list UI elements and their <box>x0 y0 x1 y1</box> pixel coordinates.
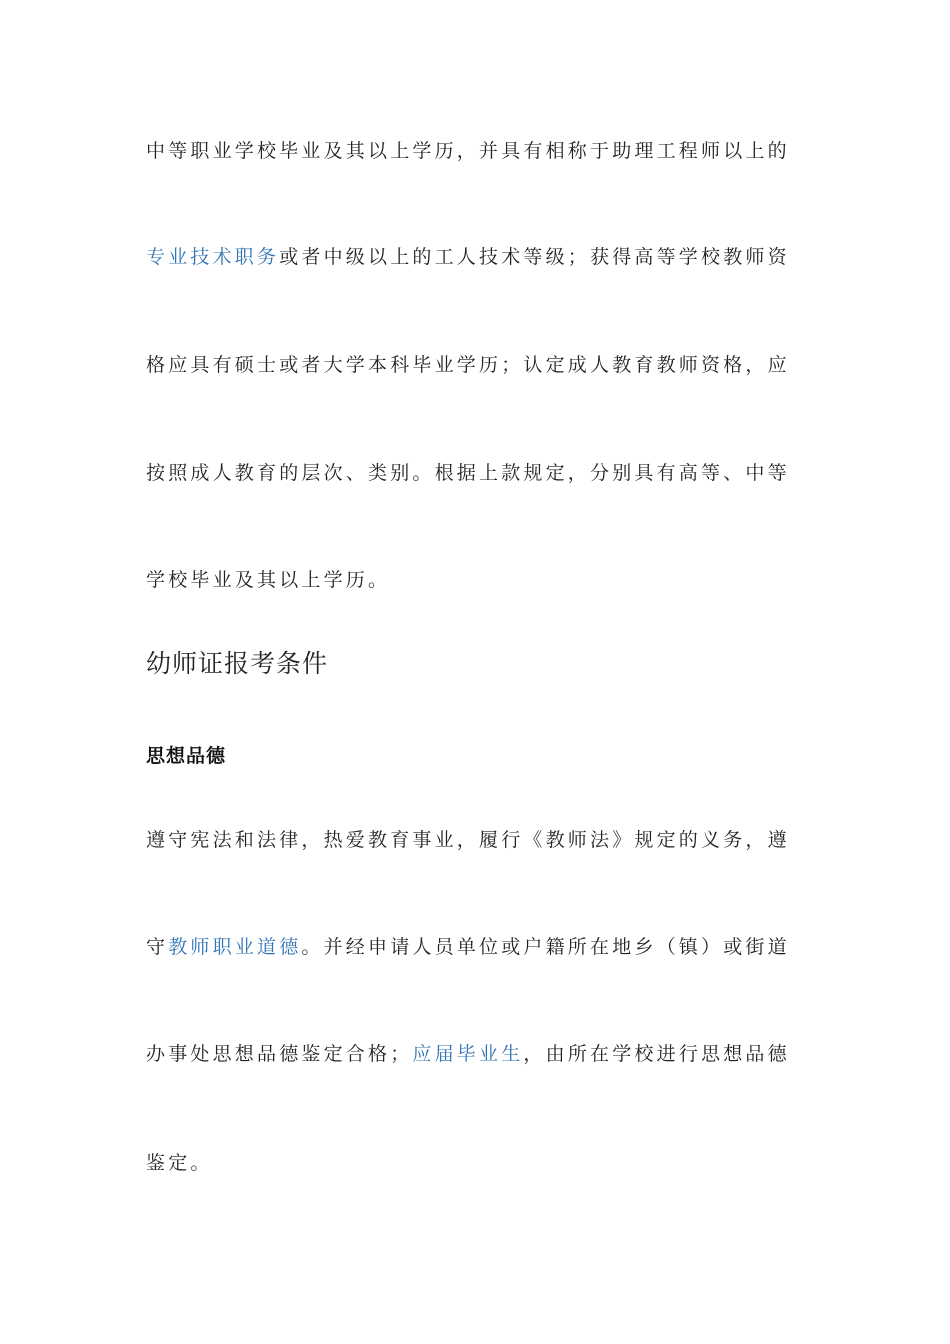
paragraph-line: 格应具有硕士或者大学本科毕业学历；认定成人教育教师资格，应 <box>146 354 790 376</box>
paragraph-text: 或者中级以上的工人技术等级；获得高等学校教师资 <box>279 246 790 268</box>
link-fresh-graduates[interactable]: 应届毕业生 <box>412 1043 524 1065</box>
paragraph-line <box>146 935 790 959</box>
paragraph-line: 学校毕业及其以上学历。 <box>146 569 391 591</box>
paragraph-line <box>146 1042 790 1066</box>
paragraph-text: 。并经申请人员单位或户籍所在地乡（镇）或街道 <box>301 936 790 958</box>
paragraph-line: 鉴定。 <box>146 1152 213 1174</box>
paragraph-text: 办事处思想品德鉴定合格； <box>146 1043 413 1065</box>
link-professional-technical-post[interactable]: 专业技术职务 <box>146 246 280 268</box>
paragraph-line: 中等职业学校毕业及其以上学历，并具有相称于助理工程师以上的 <box>146 140 790 162</box>
paragraph-line: 按照成人教育的层次、类别。根据上款规定，分别具有高等、中等 <box>146 462 790 484</box>
link-teacher-professional-ethics[interactable]: 教师职业道德 <box>168 936 302 958</box>
sub-heading: 思想品德 <box>146 745 227 767</box>
paragraph-text: ，由所在学校进行思想品德 <box>523 1043 790 1065</box>
section-heading: 幼师证报考条件 <box>146 649 329 678</box>
paragraph-line: 遵守宪法和法律，热爱教育事业，履行《教师法》规定的义务，遵 <box>146 829 790 851</box>
paragraph-text: 守 <box>146 936 169 958</box>
paragraph-line <box>146 245 790 269</box>
